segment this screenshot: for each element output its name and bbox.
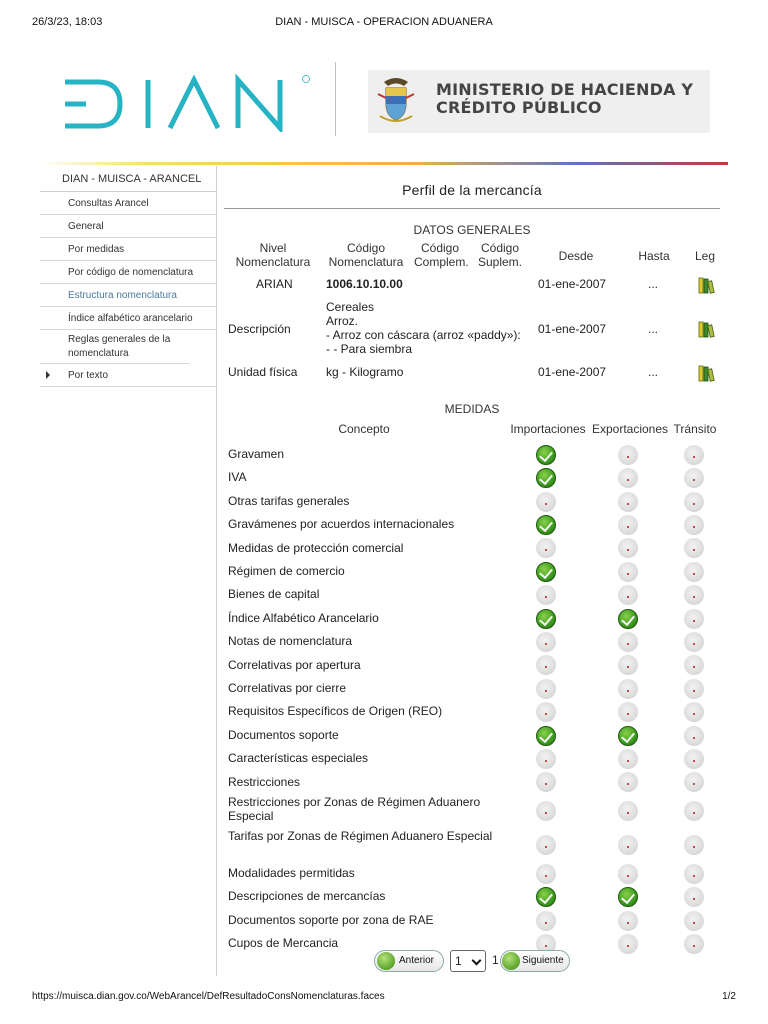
status-none-icon	[618, 492, 638, 512]
measure-concept: Correlativas por cierre	[228, 681, 347, 695]
dian-logo[interactable]	[62, 72, 312, 132]
chevron-down-icon	[472, 956, 482, 966]
sidebar-item-por-texto[interactable]	[40, 364, 216, 387]
page-total: 1	[492, 953, 499, 967]
unit-hasta: ...	[648, 365, 659, 379]
header-leg: Leg	[694, 249, 716, 263]
status-none-icon	[536, 911, 556, 931]
header-suplem: Código Suplem.	[477, 241, 523, 269]
status-none-icon	[536, 679, 556, 699]
header-importaciones: Importaciones	[510, 422, 586, 436]
status-none-icon	[684, 772, 704, 792]
sidebar-item-consultas-arancel[interactable]	[40, 192, 216, 215]
measure-concept: Documentos soporte	[228, 727, 339, 742]
status-none-icon	[618, 864, 638, 884]
measure-concept: Tarifas por Zonas de Régimen Aduanero Especial	[228, 829, 493, 843]
status-none-icon	[618, 655, 638, 675]
page-select-value: 1	[455, 954, 462, 968]
status-none-icon	[684, 585, 704, 605]
sidebar-item-label: Reglas generales de la nomenclatura	[68, 334, 171, 359]
status-none-icon	[536, 632, 556, 652]
status-none-icon	[684, 749, 704, 769]
print-footer	[32, 991, 736, 1007]
status-none-icon	[618, 911, 638, 931]
sidebar-item-estructura[interactable]	[40, 284, 216, 307]
status-none-icon	[618, 679, 638, 699]
status-none-icon	[618, 515, 638, 535]
measures-title: MEDIDAS	[444, 402, 500, 416]
sidebar-item-label: Estructura nomenclatura	[68, 290, 177, 301]
arian-desde: 01-ene-2007	[538, 277, 607, 291]
sidebar-item-por-medidas[interactable]	[40, 238, 216, 261]
merchandise-profile-panel	[224, 166, 720, 976]
ministry-line-2: CRÉDITO PÚBLICO	[436, 98, 602, 117]
status-none-icon	[618, 772, 638, 792]
header-exportaciones: Exportaciones	[591, 422, 669, 436]
sidebar-item-label: Por texto	[68, 370, 109, 381]
status-none-icon	[684, 679, 704, 699]
status-check-icon[interactable]	[536, 609, 556, 629]
sidebar-heading: DIAN - MUISCA - ARANCEL	[40, 166, 216, 192]
arian-hasta: ...	[648, 277, 659, 291]
status-check-icon[interactable]	[618, 887, 638, 907]
status-none-icon	[618, 562, 638, 582]
status-check-icon[interactable]	[536, 515, 556, 535]
measure-concept: Documentos soporte por zona de RAE	[228, 912, 434, 927]
unit-desde: 01-ene-2007	[538, 365, 607, 379]
next-button[interactable]	[500, 950, 570, 972]
status-none-icon	[684, 726, 704, 746]
status-none-icon	[536, 749, 556, 769]
description-line: - - Para siembra	[326, 342, 413, 356]
status-check-icon[interactable]	[618, 609, 638, 629]
status-none-icon	[684, 655, 704, 675]
panel-divider	[224, 208, 720, 209]
status-none-icon	[684, 538, 704, 558]
measure-concept: Índice Alfabético Arancelario	[228, 610, 379, 625]
banner-divider	[335, 62, 336, 136]
sidebar-item-label: General	[68, 221, 104, 232]
arrow-right-icon	[502, 952, 520, 970]
arrow-left-icon	[377, 952, 395, 970]
header-codigo: Código Nomenclatura	[328, 241, 404, 269]
status-none-icon	[684, 864, 704, 884]
status-none-icon	[618, 585, 638, 605]
status-none-icon	[536, 864, 556, 884]
status-check-icon[interactable]	[618, 726, 638, 746]
header-complem: Código Complem.	[414, 241, 469, 269]
ministry-logo[interactable]	[368, 70, 710, 133]
description-value	[326, 300, 538, 356]
status-none-icon	[684, 632, 704, 652]
status-check-icon[interactable]	[536, 726, 556, 746]
status-none-icon	[536, 655, 556, 675]
status-none-icon	[536, 492, 556, 512]
description-hasta: ...	[648, 322, 659, 336]
ministry-line-1: MINISTERIO DE HACIENDA Y	[436, 80, 694, 99]
measure-concept: IVA	[228, 470, 247, 485]
status-none-icon	[618, 801, 638, 821]
legislation-books-icon[interactable]	[698, 320, 716, 338]
header-concepto: Concepto	[338, 422, 390, 436]
print-datetime: 26/3/23, 18:03	[32, 16, 103, 28]
status-none-icon	[684, 492, 704, 512]
ministry-name	[436, 81, 693, 117]
header-transito: Tránsito	[673, 422, 717, 436]
status-none-icon	[684, 609, 704, 629]
arian-label: ARIAN	[256, 277, 293, 291]
general-data-title: DATOS GENERALES	[413, 223, 531, 237]
sidebar-item-indice-alfabetico[interactable]	[40, 307, 216, 330]
legislation-books-icon[interactable]	[698, 364, 716, 382]
status-none-icon	[536, 801, 556, 821]
tariff-code: 1006.10.10.00	[326, 277, 403, 291]
measure-concept: Medidas de protección comercial	[228, 540, 404, 555]
sidebar-item-por-codigo[interactable]	[40, 261, 216, 284]
sidebar-item-general[interactable]	[40, 215, 216, 238]
description-desde: 01-ene-2007	[538, 322, 607, 336]
caret-right-icon	[46, 371, 50, 379]
description-line: Arroz.	[326, 314, 359, 328]
measure-concept: Notas de nomenclatura	[228, 634, 353, 649]
status-check-icon[interactable]	[536, 887, 556, 907]
measure-concept: Gravamen	[228, 447, 285, 461]
measure-concept: Requisitos Específicos de Origen (REO)	[228, 704, 443, 719]
status-none-icon	[618, 749, 638, 769]
top-color-bar	[40, 162, 728, 165]
status-none-icon	[618, 934, 638, 954]
panel-title: Perfil de la mercancía	[402, 182, 542, 198]
status-none-icon	[618, 468, 638, 488]
description-line: - Arroz con cáscara (arroz «paddy»):	[326, 328, 521, 342]
description-label: Descripción	[228, 322, 291, 336]
status-none-icon	[684, 468, 704, 488]
status-none-icon	[684, 887, 704, 907]
status-none-icon	[684, 835, 704, 855]
status-none-icon	[618, 538, 638, 558]
status-check-icon[interactable]	[536, 445, 556, 465]
header-hasta: Hasta	[638, 249, 670, 263]
status-none-icon	[536, 538, 556, 558]
measure-concept: Cupos de Mercancia	[228, 936, 339, 951]
previous-button[interactable]	[374, 950, 444, 972]
status-none-icon	[618, 632, 638, 652]
print-title: DIAN - MUISCA - OPERACION ADUANERA	[275, 16, 493, 28]
legislation-books-icon[interactable]	[698, 276, 716, 294]
sidebar-item-label: Por código de nomenclatura	[68, 267, 194, 278]
print-header	[32, 16, 736, 32]
measure-concept: Correlativas por apertura	[228, 657, 361, 672]
measure-concept: Descripciones de mercancías	[228, 889, 386, 904]
measure-concept: Restricciones por Zonas de Régimen Aduanero Especial	[228, 795, 481, 823]
status-none-icon	[684, 801, 704, 821]
status-none-icon	[536, 772, 556, 792]
measure-concept: Modalidades permitidas	[228, 866, 355, 880]
sidebar-item-label: Por medidas	[68, 244, 125, 255]
description-line: Cereales	[326, 300, 375, 314]
measure-concept: Régimen de comercio	[228, 564, 345, 578]
measure-concept: Otras tarifas generales	[228, 493, 350, 508]
status-none-icon	[618, 835, 638, 855]
measure-concept: Gravámenes por acuerdos internacionales	[228, 517, 455, 532]
banner	[40, 60, 730, 150]
status-none-icon	[684, 515, 704, 535]
sidebar-item-label: Consultas Arancel	[68, 198, 149, 209]
status-none-icon	[536, 585, 556, 605]
status-none-icon	[684, 445, 704, 465]
status-none-icon	[684, 911, 704, 931]
status-none-icon	[618, 702, 638, 722]
sidebar-item-reglas-generales[interactable]	[40, 330, 190, 364]
unit-value: kg - Kilogramo	[326, 365, 404, 379]
measure-concept: Restricciones	[228, 774, 301, 789]
measure-concept: Bienes de capital	[228, 587, 320, 602]
status-none-icon	[536, 702, 556, 722]
next-label: Siguiente	[522, 955, 564, 966]
status-none-icon	[618, 445, 638, 465]
status-none-icon	[684, 934, 704, 954]
sidebar-item-label: Índice alfabético arancelario	[68, 313, 193, 324]
print-page-number: 1/2	[722, 991, 736, 1002]
status-none-icon	[536, 835, 556, 855]
status-none-icon	[684, 702, 704, 722]
sidebar	[40, 166, 217, 976]
status-check-icon[interactable]	[536, 468, 556, 488]
measure-concept: Características especiales	[228, 751, 369, 766]
previous-label: Anterior	[399, 955, 435, 966]
status-none-icon	[684, 562, 704, 582]
page-select[interactable]	[450, 950, 486, 972]
coat-of-arms-icon	[374, 76, 418, 126]
print-url: https://muisca.dian.gov.co/WebArancel/DefResultadoConsNomenclaturas.faces	[32, 991, 385, 1002]
header-nivel: Nivel Nomenclatura	[235, 241, 311, 269]
header-desde: Desde	[558, 249, 594, 263]
unit-label: Unidad física	[228, 365, 298, 379]
status-check-icon[interactable]	[536, 562, 556, 582]
